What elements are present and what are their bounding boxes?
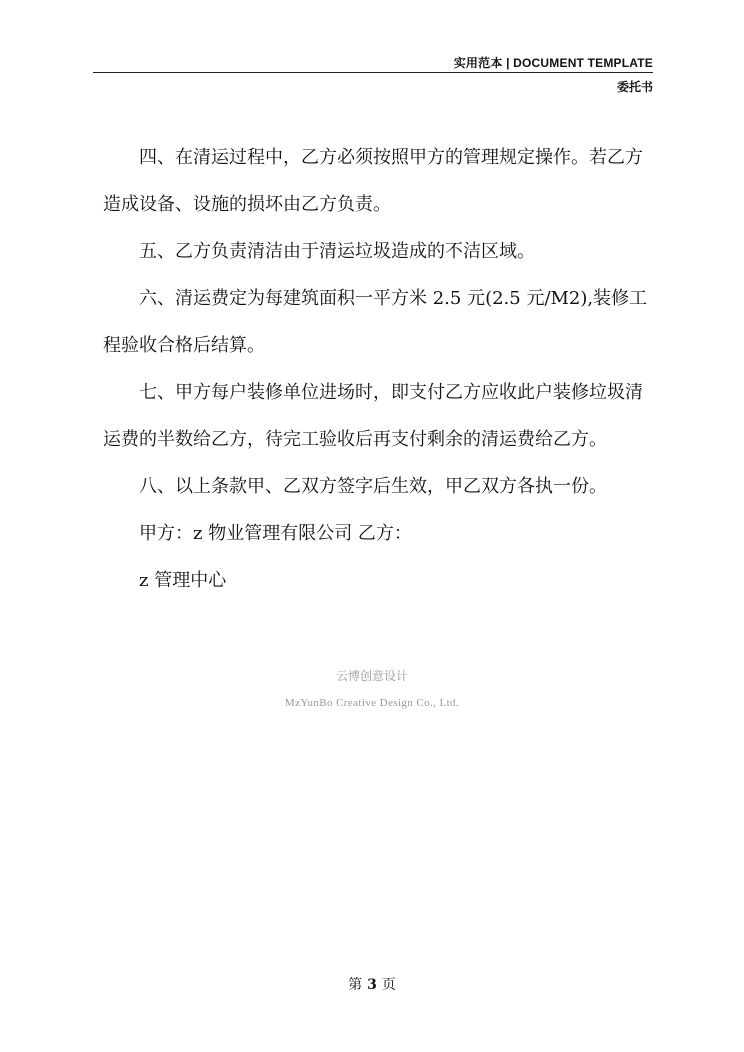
clause-five: 五、乙方负责清洁由于清运垃圾造成的不洁区域。 (139, 241, 535, 262)
clause-six: 六、清运费定为每建筑面积一平方米 2.5 元(2.5 元/M2),装修工程验收合格后结算。 (103, 288, 648, 356)
page-number (0, 974, 744, 994)
footer-company-cn: 云博创意设计 (335, 669, 408, 683)
page-suffix: 页 (381, 977, 396, 993)
clause-four: 四、在清运过程中，乙方必须按照甲方的管理规定操作。若乙方造成设备、设施的损坏由乙方负责。 (103, 147, 643, 215)
header-divider (93, 72, 653, 73)
page-prefix: 第 (348, 977, 363, 993)
header-title: 实用范本 | DOCUMENT TEMPLATE (453, 56, 653, 70)
clause-eight: 八、以上条款甲、乙双方签字后生效，甲乙双方各执一份。 (139, 476, 607, 497)
document-body (103, 134, 659, 604)
signature-parties: 甲方：z 物业管理有限公司 乙方： (139, 523, 412, 544)
signature-center: z 管理中心 (139, 570, 227, 591)
footer-company-en: MzYunBo Creative Design Co., Ltd. (284, 697, 460, 709)
header-subtitle: 委托书 (616, 80, 653, 94)
page-number-value: 3 (367, 977, 377, 993)
clause-seven: 七、甲方每户装修单位进场时，即支付乙方应收此户装修垃圾清运费的半数给乙方，待完工验收后再支付剩余的清运费给乙方。 (103, 382, 643, 450)
